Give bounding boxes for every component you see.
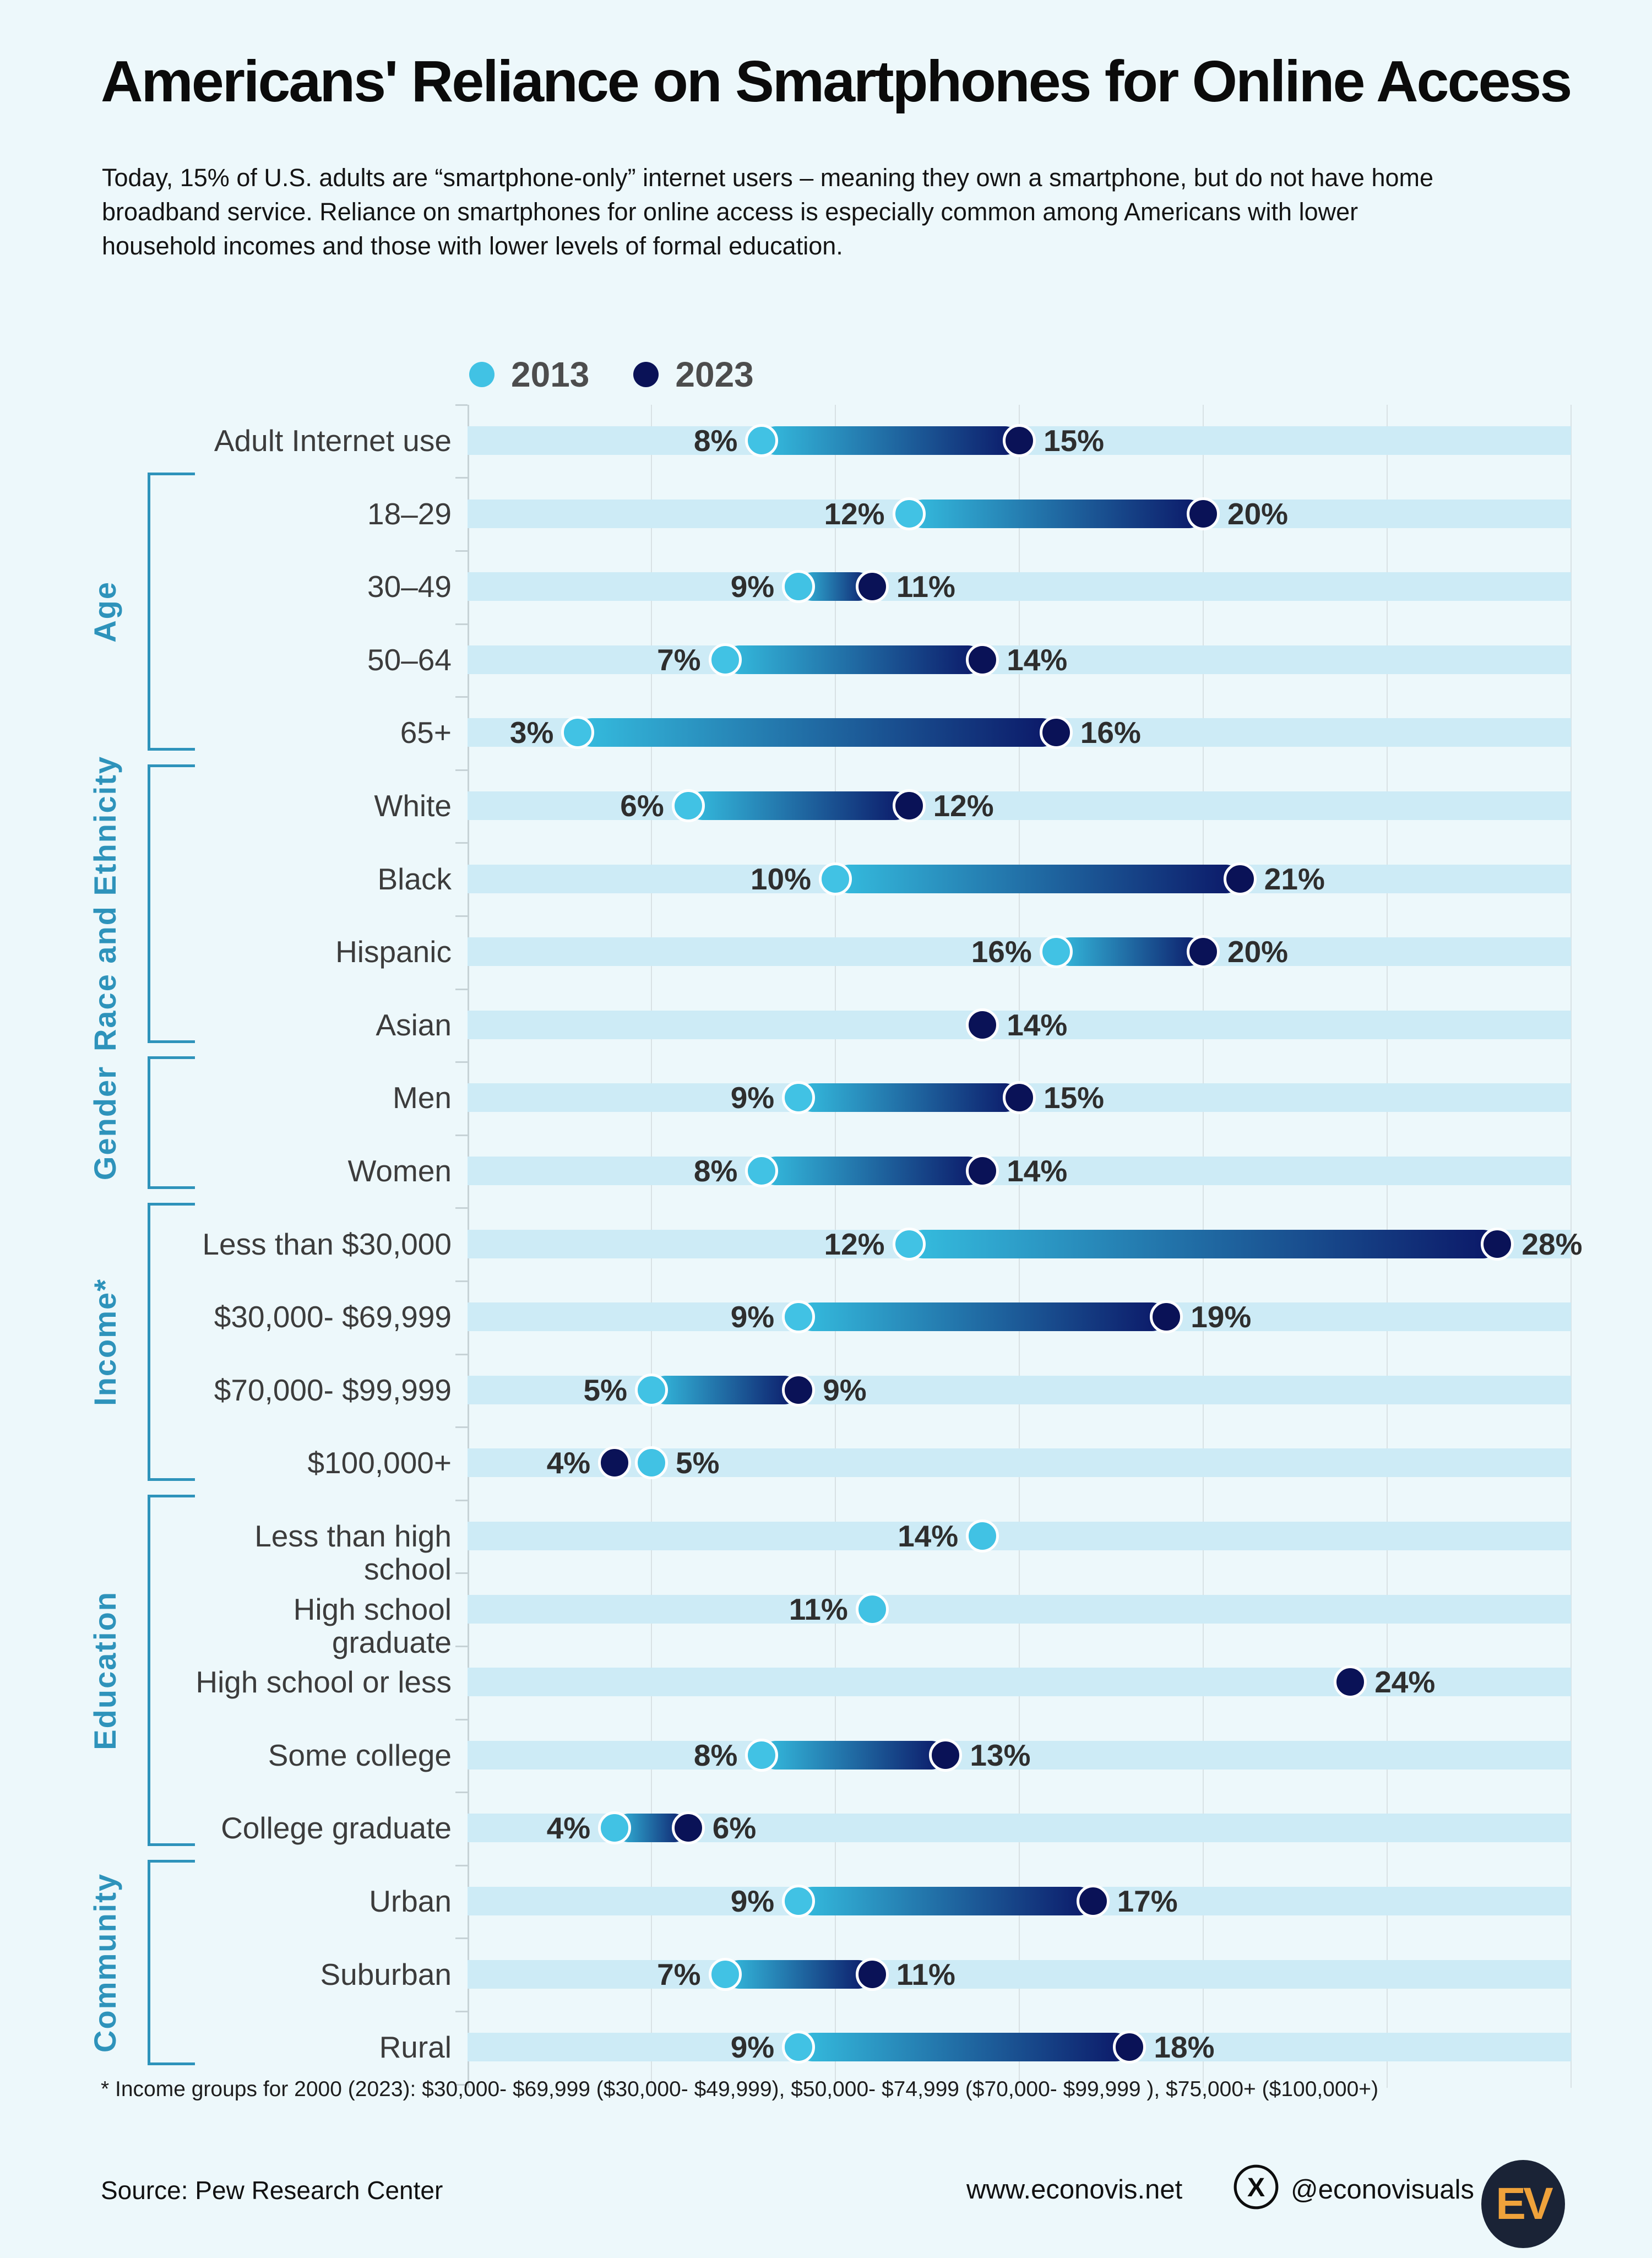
dot-2013 bbox=[782, 1885, 815, 1918]
dot-2023 bbox=[1187, 935, 1220, 968]
group-bracket-tick-top bbox=[148, 1203, 195, 1206]
dot-2013 bbox=[745, 1739, 778, 1772]
dot-2013 bbox=[635, 1446, 668, 1479]
dot-2023 bbox=[1334, 1665, 1367, 1698]
dot-2013 bbox=[782, 1300, 815, 1333]
row-label: $100,000+ bbox=[307, 1446, 452, 1480]
trend-bar bbox=[651, 1376, 798, 1404]
axis-tick bbox=[455, 2011, 468, 2012]
value-label-2023: 24% bbox=[1374, 1665, 1436, 1700]
row-band bbox=[468, 1592, 1571, 1626]
trend-bar bbox=[762, 1741, 945, 1770]
value-label-low: 10% bbox=[750, 861, 811, 896]
trend-bar bbox=[798, 1887, 1093, 1915]
row-label: College graduate bbox=[221, 1811, 452, 1846]
row-label: High school graduate bbox=[293, 1592, 452, 1659]
trend-bar bbox=[762, 426, 1019, 455]
value-label-low: 12% bbox=[824, 496, 885, 531]
value-label-high: 21% bbox=[1264, 861, 1325, 896]
dot-2023 bbox=[1040, 716, 1073, 749]
dot-2023 bbox=[1224, 862, 1257, 895]
group-bracket-tick-bottom bbox=[148, 1186, 195, 1189]
group-bracket bbox=[148, 1056, 150, 1189]
value-label-low: 9% bbox=[730, 569, 775, 604]
group-label-income- bbox=[72, 1203, 138, 1481]
row-label: Adult Internet use bbox=[214, 424, 452, 458]
trend-bar bbox=[725, 1960, 872, 1989]
dot-2023 bbox=[1150, 1300, 1183, 1333]
group-bracket-tick-bottom bbox=[148, 1040, 195, 1043]
row-band bbox=[468, 1522, 1571, 1550]
row-label: $70,000- $99,999 bbox=[214, 1372, 452, 1407]
dot-2013 bbox=[745, 1154, 778, 1187]
value-label-high: 11% bbox=[896, 1957, 955, 1991]
axis-tick bbox=[455, 404, 468, 406]
dot-2013 bbox=[856, 1593, 889, 1626]
group-label-text: Age bbox=[87, 580, 122, 643]
value-label-high: 14% bbox=[1007, 1154, 1068, 1188]
dot-2013 bbox=[709, 643, 742, 676]
group-bracket-tick-top bbox=[148, 764, 195, 767]
footnote: * Income groups for 2000 (2023): $30,000- $69,999 ($30,000- $49,999), $50,000- $74,999 ($70,000- $99,999 ), $75,000+ ($100,000+) bbox=[101, 2077, 1379, 2101]
ev-logo bbox=[1481, 2160, 1565, 2248]
value-label-high: 15% bbox=[1044, 424, 1105, 458]
value-label-low: 9% bbox=[730, 1884, 775, 1918]
value-label-high: 13% bbox=[970, 1738, 1031, 1772]
dot-2013 bbox=[1040, 935, 1073, 968]
value-label-high: 12% bbox=[933, 789, 994, 823]
row-label: Rural bbox=[379, 2030, 452, 2065]
value-label-high: 19% bbox=[1191, 1300, 1252, 1334]
social-handle: @econovisuals bbox=[1291, 2175, 1475, 2205]
group-bracket bbox=[148, 764, 150, 1043]
group-bracket bbox=[148, 1203, 150, 1481]
value-label-high: 15% bbox=[1044, 1081, 1105, 1115]
page-title: Americans' Reliance on Smartphones for Online Access bbox=[101, 49, 1571, 114]
row-label: Less than high school bbox=[254, 1519, 452, 1586]
axis-tick bbox=[455, 1572, 468, 1574]
row-label: 18–29 bbox=[367, 496, 452, 531]
group-bracket-tick-bottom bbox=[148, 1478, 195, 1481]
row-label: 65+ bbox=[400, 715, 452, 750]
svg-text:X: X bbox=[1247, 2173, 1265, 2203]
website-link: www.econovis.net bbox=[966, 2175, 1183, 2205]
legend-swatch-2013 bbox=[469, 362, 494, 387]
axis-tick bbox=[455, 623, 468, 625]
trend-bar bbox=[688, 791, 909, 820]
group-label-gender bbox=[72, 1056, 138, 1189]
value-label-low: 6% bbox=[620, 789, 664, 823]
dot-2023 bbox=[929, 1739, 962, 1772]
value-label-low: 8% bbox=[693, 424, 738, 458]
axis-tick bbox=[455, 1646, 468, 1647]
group-label-text: Income* bbox=[87, 1278, 122, 1406]
group-bracket-tick-bottom bbox=[148, 748, 195, 751]
group-label-race-and-ethnicity bbox=[72, 756, 138, 1052]
axis-tick bbox=[455, 1135, 468, 1136]
group-label-community bbox=[72, 1860, 138, 2065]
value-label-low: 7% bbox=[657, 1957, 701, 1991]
value-label-high: 28% bbox=[1521, 1226, 1583, 1261]
legend-item-2023 bbox=[633, 354, 753, 395]
axis-tick bbox=[455, 1061, 468, 1063]
row-band bbox=[468, 1376, 1571, 1404]
value-label-2013: 14% bbox=[898, 1519, 959, 1553]
trend-bar bbox=[909, 500, 1203, 528]
row-label: Less than $30,000 bbox=[202, 1226, 452, 1261]
dot-2023 bbox=[966, 643, 999, 676]
row-label: Urban bbox=[369, 1884, 452, 1918]
legend-label-2013: 2013 bbox=[511, 355, 590, 394]
axis-tick bbox=[455, 1865, 468, 1866]
axis-tick bbox=[455, 1937, 468, 1939]
axis-tick bbox=[455, 1719, 468, 1720]
row-label: Suburban bbox=[320, 1957, 452, 1991]
value-label-low: 9% bbox=[730, 2030, 775, 2065]
dot-2013 bbox=[966, 1519, 999, 1553]
value-label-high: 18% bbox=[1154, 2030, 1215, 2065]
row-label: Some college bbox=[268, 1738, 452, 1772]
dot-2023 bbox=[1481, 1228, 1514, 1261]
legend-swatch-2023 bbox=[633, 362, 659, 387]
group-bracket bbox=[148, 1860, 150, 2065]
ev-logo-text: EV bbox=[1496, 2179, 1551, 2229]
group-bracket-tick-top bbox=[148, 1860, 195, 1863]
value-label-high: 20% bbox=[1227, 935, 1289, 969]
trend-bar bbox=[798, 2033, 1129, 2061]
value-label-low: 8% bbox=[693, 1154, 738, 1188]
axis-tick bbox=[455, 1207, 468, 1209]
axis-tick bbox=[455, 989, 468, 990]
dot-2013 bbox=[635, 1374, 668, 1407]
value-label-low: 3% bbox=[509, 715, 554, 750]
row-label: High school or less bbox=[195, 1665, 452, 1700]
axis-tick bbox=[455, 915, 468, 917]
row-label: 30–49 bbox=[367, 569, 452, 604]
group-label-education bbox=[72, 1495, 138, 1846]
dot-2023 bbox=[966, 1008, 999, 1041]
trend-bar bbox=[1056, 937, 1203, 966]
value-label-high: 20% bbox=[1227, 496, 1289, 531]
dot-2013 bbox=[893, 497, 926, 530]
value-label-high: 6% bbox=[712, 1811, 757, 1846]
value-label-low: 4% bbox=[546, 1446, 591, 1480]
row-label: Hispanic bbox=[335, 935, 452, 969]
group-bracket-tick-top bbox=[148, 473, 195, 475]
dot-2013 bbox=[672, 789, 705, 822]
dot-2023 bbox=[856, 570, 889, 603]
value-label-low: 5% bbox=[583, 1372, 627, 1407]
axis-tick bbox=[455, 1280, 468, 1282]
legend-label-2023: 2023 bbox=[675, 355, 754, 394]
trend-bar bbox=[798, 1302, 1166, 1331]
row-label: 50–64 bbox=[367, 642, 452, 677]
value-label-2023: 14% bbox=[1007, 1007, 1068, 1042]
group-bracket bbox=[148, 473, 150, 751]
legend bbox=[469, 355, 754, 394]
axis-tick bbox=[455, 696, 468, 698]
axis-tick bbox=[455, 1500, 468, 1501]
dot-2013 bbox=[819, 862, 852, 895]
row-label: Men bbox=[393, 1081, 452, 1115]
value-label-high: 16% bbox=[1080, 715, 1141, 750]
x-social-icon bbox=[1232, 2163, 1280, 2211]
row-label: White bbox=[374, 789, 452, 823]
axis-tick bbox=[455, 1792, 468, 1793]
row-label: Asian bbox=[376, 1007, 452, 1042]
chart-subtitle: Today, 15% of U.S. adults are “smartphone-only” internet users – meaning they own a smartphone, but do not have home broadband service. Reliance on smartphones for online access is especially common among Americans with lower household incomes and those with lower levels of formal education. bbox=[102, 164, 1434, 260]
value-label-low: 9% bbox=[730, 1081, 775, 1115]
dot-2023 bbox=[782, 1374, 815, 1407]
dot-2023 bbox=[1077, 1885, 1110, 1918]
trend-bar bbox=[578, 718, 1056, 747]
value-label-low: 12% bbox=[824, 1226, 885, 1261]
axis-tick bbox=[455, 550, 468, 552]
trend-bar bbox=[835, 865, 1240, 893]
group-bracket bbox=[148, 1495, 150, 1846]
value-label-high: 5% bbox=[676, 1446, 720, 1480]
group-label-text: Gender bbox=[87, 1065, 122, 1180]
group-bracket-tick-bottom bbox=[148, 1843, 195, 1846]
value-label-low: 7% bbox=[657, 642, 701, 677]
dot-2023 bbox=[672, 1811, 705, 1844]
value-label-2013: 11% bbox=[789, 1592, 848, 1626]
row-label: Black bbox=[377, 861, 452, 896]
axis-tick bbox=[455, 842, 468, 844]
dot-2023 bbox=[856, 1958, 889, 1991]
group-bracket-tick-top bbox=[148, 1495, 195, 1497]
dot-2013 bbox=[893, 1228, 926, 1261]
value-label-low: 8% bbox=[693, 1738, 738, 1772]
row-band bbox=[468, 1446, 1571, 1480]
group-bracket-tick-top bbox=[148, 1056, 195, 1059]
axis-tick bbox=[455, 1426, 468, 1428]
dot-2023 bbox=[966, 1154, 999, 1187]
dot-2013 bbox=[782, 2031, 815, 2064]
dot-2023 bbox=[1003, 424, 1036, 457]
group-label-text: Community bbox=[87, 1872, 122, 2053]
source-credit: Source: Pew Research Center bbox=[101, 2176, 443, 2205]
legend-item-2013 bbox=[469, 354, 589, 395]
dot-2023 bbox=[1003, 1081, 1036, 1114]
row-label: $30,000- $69,999 bbox=[214, 1300, 452, 1334]
trend-bar bbox=[798, 1083, 1019, 1112]
group-label-text: Race and Ethnicity bbox=[87, 756, 122, 1052]
value-label-high: 9% bbox=[823, 1372, 867, 1407]
trend-bar bbox=[909, 1230, 1498, 1258]
dot-2013 bbox=[782, 570, 815, 603]
trend-bar bbox=[762, 1157, 982, 1185]
dot-2013 bbox=[745, 424, 778, 457]
group-bracket-tick-bottom bbox=[148, 2062, 195, 2065]
group-label-age bbox=[72, 473, 138, 751]
dot-2013 bbox=[709, 1958, 742, 1991]
axis-tick bbox=[455, 1354, 468, 1355]
value-label-high: 17% bbox=[1117, 1884, 1178, 1918]
axis-tick bbox=[455, 477, 468, 479]
row-label: Women bbox=[347, 1154, 452, 1188]
dot-2023 bbox=[1187, 497, 1220, 530]
dot-2023 bbox=[893, 789, 926, 822]
value-label-low: 9% bbox=[730, 1300, 775, 1334]
axis-tick bbox=[455, 769, 468, 771]
group-label-text: Education bbox=[87, 1591, 122, 1750]
value-label-low: 16% bbox=[971, 935, 1032, 969]
value-label-high: 11% bbox=[896, 569, 955, 604]
value-label-high: 14% bbox=[1007, 642, 1068, 677]
trend-bar bbox=[725, 645, 983, 674]
value-label-low: 4% bbox=[546, 1811, 591, 1846]
